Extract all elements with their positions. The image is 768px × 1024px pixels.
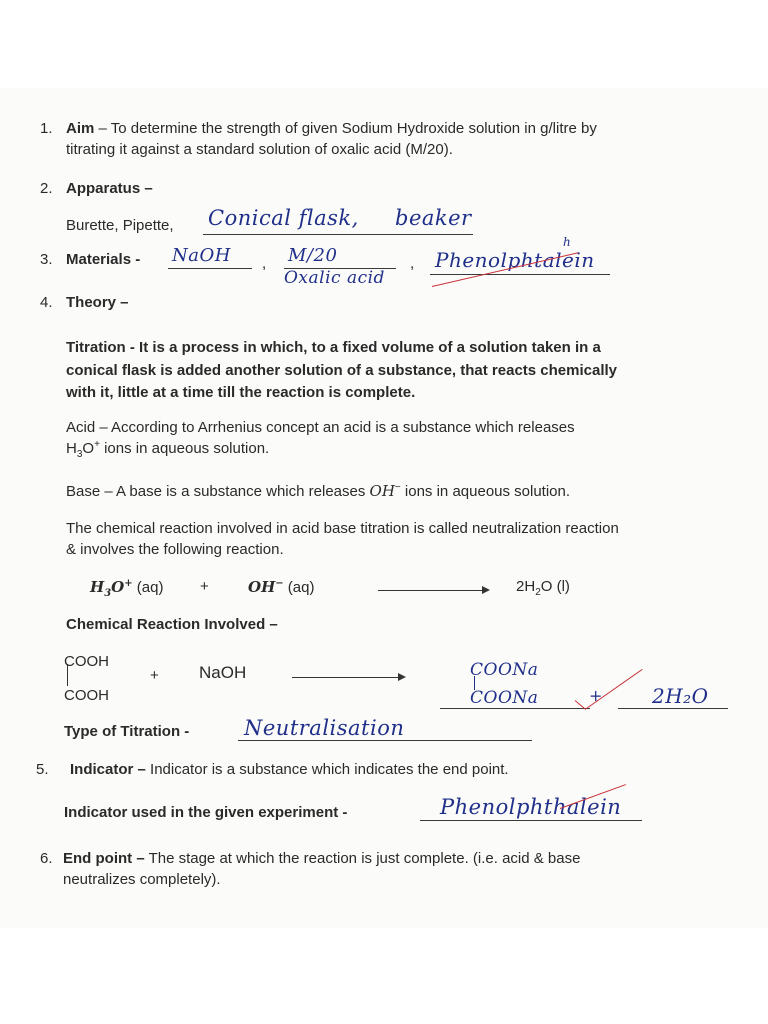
oxalic-bond — [67, 664, 68, 686]
materials-separator-1: , — [262, 255, 267, 272]
type-of-titration-handwritten: Neutralisation — [244, 716, 405, 740]
product-underline-2 — [618, 708, 728, 709]
materials-number: 3. — [40, 251, 53, 268]
r1-2h: 2H — [516, 578, 536, 595]
base-text: Base – A base is a substance which releases — [66, 483, 370, 500]
titration-text-1: It is a process in which, to a fixed volume of a solution taken in a — [134, 339, 601, 356]
acid-line-1: Acid – According to Arrhenius concept an acid is a substance which releases — [66, 419, 575, 436]
end-point-line-2: neutralizes completely). — [63, 871, 221, 888]
titration-line-3: with it, little at a time till the reaction is complete. — [66, 384, 416, 401]
reaction2-arrow — [292, 677, 404, 678]
materials-label: Materials - — [66, 251, 141, 268]
r1-oh: OH — [248, 578, 276, 596]
end-point-text-1: The stage at which the reaction is just complete. (i.e. acid & base — [144, 850, 581, 867]
aim-text-1: – To determine the strength of given Sodium Hydroxide solution in g/litre by — [94, 120, 597, 137]
r1-aq1: (aq) — [132, 579, 164, 596]
base-sup-minus: − — [394, 482, 401, 493]
aim-line-2: titrating it against a standard solution of oxalic acid (M/20). — [66, 141, 453, 158]
type-underline — [238, 740, 532, 741]
titration-label: Titration - — [66, 339, 135, 356]
oxalic-cooh-bottom: COOH — [64, 687, 109, 704]
apparatus-label: Apparatus – — [66, 180, 153, 197]
indicator-underline — [420, 820, 642, 821]
apparatus-handwritten: Conical flask, — [208, 206, 359, 230]
type-of-titration-label: Type of Titration - — [64, 723, 190, 740]
materials-naoh: NaOH — [172, 245, 231, 266]
reaction1-oh — [248, 576, 314, 599]
chem-line-1: The chemical reaction involved in acid base titration is called neutralization reaction — [66, 520, 619, 537]
product-underline-1 — [440, 708, 590, 709]
acid-o: O — [82, 440, 95, 457]
reaction1-product — [516, 576, 570, 598]
apparatus-handwritten-2: beaker — [395, 206, 472, 230]
chem-line-2: & involves the following reaction. — [66, 541, 284, 558]
apparatus-underline — [203, 234, 473, 235]
reaction2-plus: + — [150, 667, 159, 684]
theory-number: 4. — [40, 294, 53, 311]
reaction2-naoh: NaOH — [199, 663, 247, 682]
indicator-handwritten: Phenolphthalein — [440, 795, 622, 819]
acid-sup-plus: + — [94, 439, 100, 450]
end-point-line-1 — [63, 848, 580, 870]
titration-line-1 — [66, 337, 601, 359]
base-rest: ions in aqueous solution. — [400, 483, 571, 500]
end-point-number: 6. — [40, 850, 53, 867]
hw-plus: + — [589, 686, 603, 705]
materials-underline-1 — [168, 268, 252, 269]
r1-o: O — [111, 578, 125, 596]
reaction1-plus: + — [200, 578, 209, 595]
acid-line-2 — [66, 438, 269, 460]
materials-m20: M/20 — [288, 245, 338, 266]
acid-rest: ions in aqueous solution. — [99, 440, 270, 457]
hw-water: 2H₂O — [652, 684, 709, 708]
indicator-number: 5. — [36, 761, 49, 778]
acid-h: H — [66, 440, 77, 457]
base-line — [66, 480, 570, 503]
aim-line-1 — [66, 118, 597, 140]
oxalic-cooh-top: COOH — [64, 653, 109, 670]
end-point-label: End point – — [63, 850, 145, 867]
materials-oxalic-acid: Oxalic acid — [284, 268, 385, 288]
indicator-label: Indicator – — [70, 761, 146, 778]
aim-number: 1. — [40, 120, 53, 137]
materials-caret-h: h — [563, 235, 572, 249]
aim-label: Aim — [66, 120, 95, 137]
apparatus-printed: Burette, Pipette, — [66, 217, 174, 234]
materials-phenolphthalein: Phenolphtalein — [435, 248, 595, 272]
r1-oh-sup: − — [275, 578, 284, 589]
r1-aq2: (aq) — [283, 579, 315, 596]
theory-label: Theory – — [66, 294, 129, 311]
indicator-text: Indicator is a substance which indicates the end point. — [145, 761, 509, 778]
reaction1-h3o — [90, 576, 163, 599]
r1-o-l: O (l) — [540, 578, 570, 595]
hw-coona-top: COONa — [470, 660, 539, 680]
indicator-line — [70, 759, 509, 781]
chemical-reaction-label: Chemical Reaction Involved – — [66, 616, 278, 633]
r1-sub2: 2 — [535, 587, 541, 598]
r1-h: H — [90, 578, 105, 596]
apparatus-number: 2. — [40, 180, 53, 197]
materials-underline-3 — [430, 274, 610, 275]
hw-coona-bottom: COONa — [470, 688, 539, 708]
acid-sub-3: 3 — [76, 449, 83, 460]
base-oh: OH — [369, 482, 395, 500]
reaction1-arrow — [378, 590, 488, 591]
materials-separator-2: , — [410, 255, 415, 272]
indicator-used-label: Indicator used in the given experiment - — [64, 804, 348, 821]
r1-sup: + — [124, 578, 133, 589]
r1-sub3: 3 — [104, 588, 112, 599]
titration-line-2: conical flask is added another solution of a substance, that reacts chemically — [66, 362, 618, 379]
